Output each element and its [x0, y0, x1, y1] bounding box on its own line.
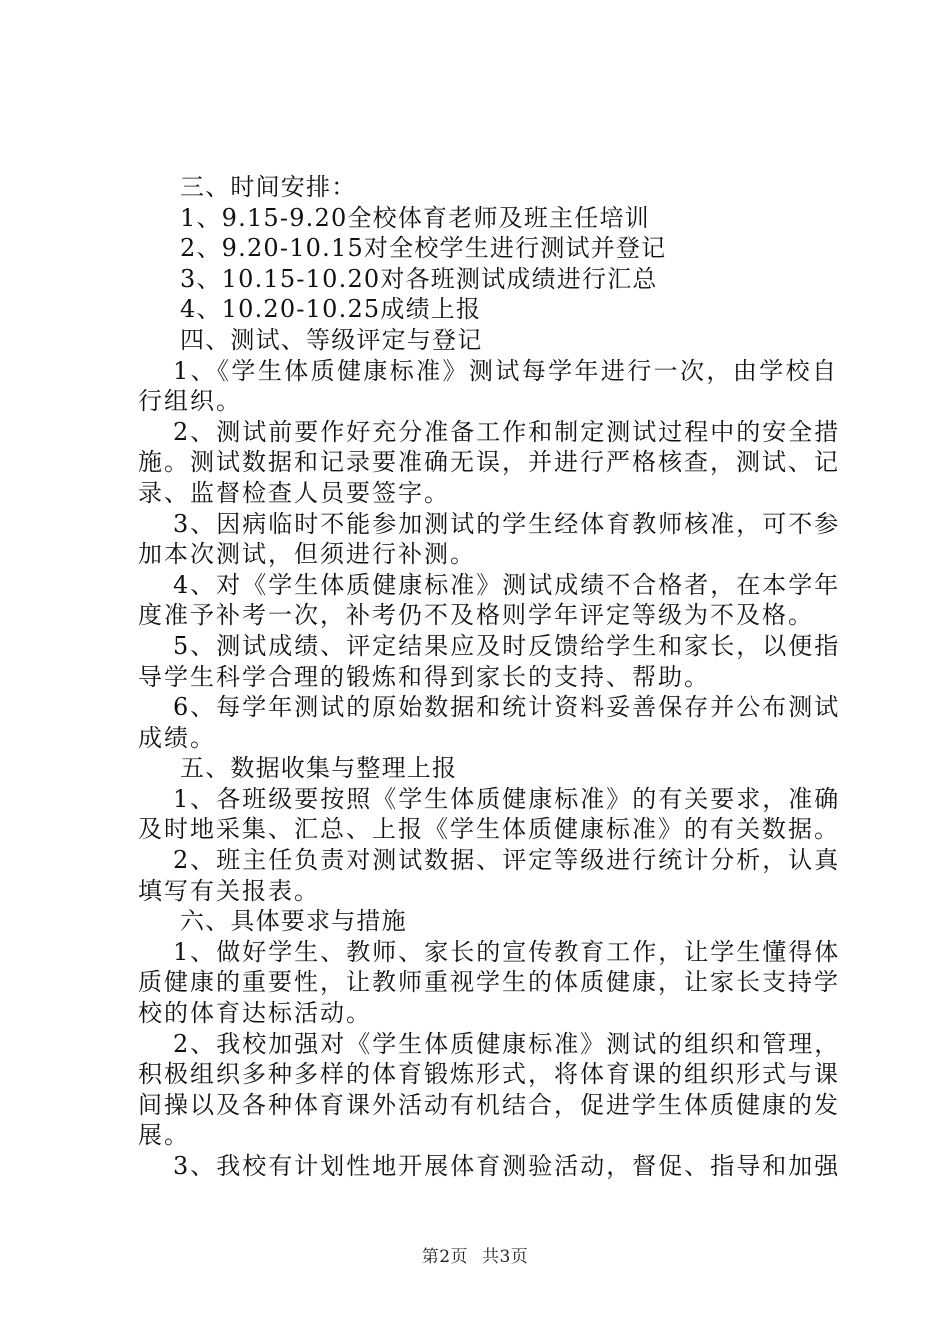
- paragraph: [138, 784, 841, 845]
- paragraph-line: 3、我校有计划性地开展体育测验活动，督促、指导和加强: [173, 1152, 841, 1180]
- paragraph-line: 录、监督检查人员要签字。: [138, 478, 450, 507]
- paragraph: [138, 356, 838, 417]
- paragraph-line: 成绩。: [138, 723, 216, 752]
- paragraph-line: 6、每学年测试的原始数据和统计资料妥善保存并公布测试: [173, 693, 841, 722]
- paragraph-line: 3、因病临时不能参加测试的学生经体育教师核准，可不参: [173, 509, 841, 538]
- paragraph-line: 1、各班级要按照《学生体质健康标准》的有关要求，准确: [173, 784, 841, 813]
- document-body: [138, 172, 841, 1182]
- paragraph: [138, 631, 841, 692]
- paragraph-line: 度准予补考一次，补考仍不及格则学年评定等级为不及格。: [138, 601, 814, 630]
- paragraph-line: 及时地采集、汇总、上报《学生体质健康标准》的有关数据。: [138, 815, 840, 844]
- section-heading-schedule: 三、时间安排：: [180, 173, 357, 201]
- paragraph-line: 校的体育达标活动。: [138, 999, 372, 1028]
- paragraph: [138, 1151, 841, 1182]
- paragraph-line: 1、做好学生、教师、家长的宣传教育工作，让学生懂得体: [173, 937, 841, 966]
- paragraph: [138, 1029, 841, 1151]
- section-heading-data: 五、数据收集与整理上报: [180, 754, 458, 783]
- paragraph-line: 导学生科学合理的锻炼和得到家长的支持、帮助。: [138, 662, 710, 691]
- section-heading-testing: 四、测试、等级评定与登记: [180, 325, 483, 354]
- paragraph-line: 2、班主任负责对测试数据、评定等级进行统计分析，认真: [173, 846, 841, 875]
- schedule-item: 1、9.15-9.20全校体育老师及班主任培训: [180, 203, 650, 232]
- page-total: 共3页: [481, 1247, 529, 1267]
- paragraph-line: 5、测试成绩、评定结果应及时反馈给学生和家长，以便指: [173, 631, 841, 660]
- paragraph: [138, 417, 841, 509]
- paragraph: [138, 509, 841, 570]
- paragraph-line: 施。测试数据和记录要准确无误，并进行严格核查，测试、记: [138, 448, 840, 477]
- paragraph: [138, 845, 841, 906]
- paragraph: [138, 570, 841, 631]
- paragraph-line: 加本次测试，但须进行补测。: [138, 540, 476, 569]
- paragraph-line: 行组织。: [138, 387, 242, 416]
- paragraph-line: 积极组织多种多样的体育锻炼形式，将体育课的组织形式与课: [138, 1060, 840, 1089]
- page-number: 第2页: [421, 1247, 469, 1267]
- section-heading-requirements: 六、具体要求与措施: [180, 907, 407, 936]
- schedule-item: 2、9.20-10.15对全校学生进行测试并登记: [180, 234, 667, 263]
- paragraph: [138, 692, 841, 753]
- paragraph-line: 2、我校加强对《学生体质健康标准》测试的组织和管理，: [173, 1029, 841, 1058]
- paragraph-line: 4、对《学生体质健康标准》测试成绩不合格者，在本学年: [173, 570, 841, 599]
- paragraph-line: 质健康的重要性，让教师重视学生的体质健康，让家长支持学: [138, 968, 840, 997]
- paragraph-line: 填写有关报表。: [138, 876, 320, 905]
- paragraph-line: 展。: [138, 1121, 190, 1150]
- paragraph-line: 间操以及各种体育课外活动有机结合，促进学生体质健康的发: [138, 1090, 840, 1119]
- schedule-item: 3、10.15-10.20对各班测试成绩进行汇总: [180, 264, 658, 293]
- paragraph-line: 1、《学生体质健康标准》测试每学年进行一次，由学校自: [173, 356, 838, 385]
- page-footer: [0, 1242, 950, 1267]
- schedule-item: 4、10.20-10.25成绩上报: [180, 295, 482, 324]
- paragraph: [138, 937, 841, 1029]
- paragraph-line: 2、测试前要作好充分准备工作和制定测试过程中的安全措: [173, 417, 841, 446]
